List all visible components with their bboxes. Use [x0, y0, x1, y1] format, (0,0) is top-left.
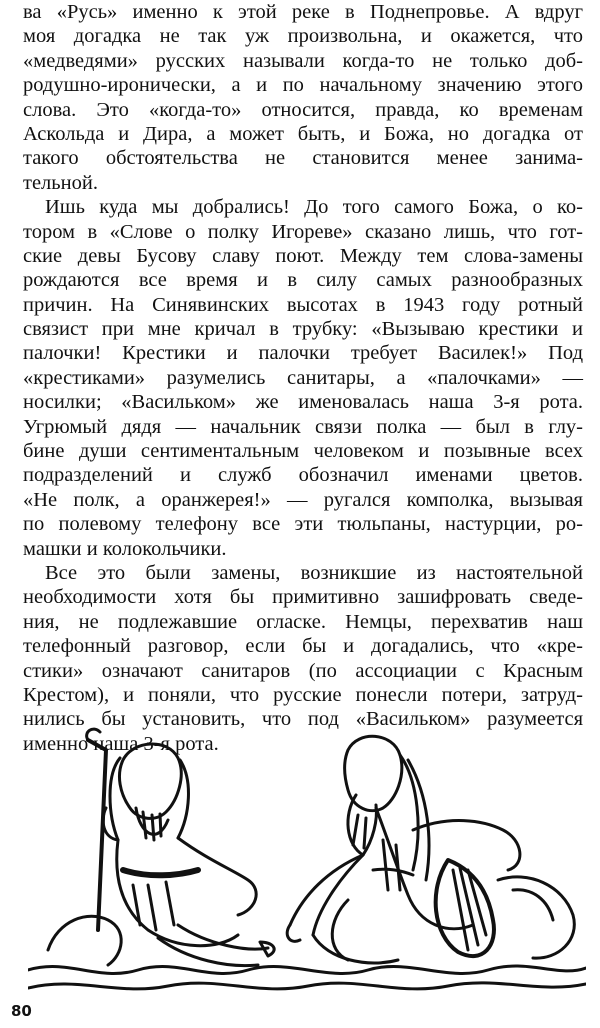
text-line: причин. На Синявинских высотах в 1943 году ротный: [23, 293, 583, 316]
body-text: [23, 0, 583, 756]
text-line: носилки; «Васильком» же именовалась наша 3-я рота.: [23, 391, 583, 414]
page-number: 80: [11, 1002, 32, 1020]
text-line: Аскольда и Дира, а может быть, и Божа, но догадка от: [23, 122, 583, 145]
text-line: слова. Это «когда-то» относится, правда, ко временам: [23, 98, 583, 121]
text-line: Ишь куда мы добрались! До того самого Божа, о ко-: [45, 196, 583, 219]
text-line: рождаются все время и в силу самых разнообразных: [23, 269, 583, 292]
woodcut-illustration: [28, 720, 586, 998]
text-line: стики» означают санитаров (по ассоциации с Красным: [23, 659, 583, 682]
text-line: моя догадка не так уж произвольна, и окажется, что: [23, 25, 583, 48]
text-line: машки и колокольчики.: [23, 537, 227, 560]
text-line: тельной.: [23, 171, 98, 194]
text-line: связист при мне кричал в трубку: «Вызываю крестики и: [23, 318, 583, 341]
text-line: «Не полк, а оранжерея!» — ругался комполка, вызывая: [23, 488, 583, 511]
text-line: «крестиками» разумелись санитары, а «палочками» —: [23, 366, 583, 389]
text-line: такого обстоятельства не становится менее занима-: [23, 147, 583, 170]
text-line: Угрюмый дядя — начальник связи полка — был в глу-: [23, 415, 583, 438]
text-line: «медведями» русских называли когда-то не только доб-: [23, 49, 583, 72]
text-line: бине души сентиментальным человеком и позывные всех: [23, 440, 583, 463]
text-line: палочки! Крестики и палочки требует Василек!» Под: [23, 342, 583, 365]
text-line: подразделений и служб обозначил именами цветов.: [23, 464, 583, 487]
text-line: ские девы Бусову славу поют. Между тем слова-замены: [23, 244, 583, 267]
text-line: по полевому телефону все эти тюльпаны, настурции, ро-: [23, 513, 583, 536]
text-line: Крестом), и поняли, что русские понесли потери, затруд-: [23, 683, 583, 706]
text-line: ния, не подлежавшие огласке. Немцы, перехватив наш: [23, 610, 583, 633]
text-line: телефонный разговор, если бы и догадались, что «кре-: [23, 635, 583, 658]
text-line: ва «Русь» именно к этой реке в Поднепровье. А вдруг: [23, 1, 583, 23]
text-line: родушно-иронически, а и по начальному значению этого: [23, 74, 583, 97]
text-line: тором в «Слове о полку Игореве» сказано лишь, что гот-: [23, 220, 583, 243]
text-line: необходимости хотя бы примитивно зашифровать сведе-: [23, 586, 583, 609]
text-line: нились бы установить, что под «Васильком» разумеется: [23, 708, 583, 731]
text-line: Все это были замены, возникшие из настоятельной: [45, 561, 583, 584]
text-line: именно наша 3-я рота.: [23, 732, 219, 755]
